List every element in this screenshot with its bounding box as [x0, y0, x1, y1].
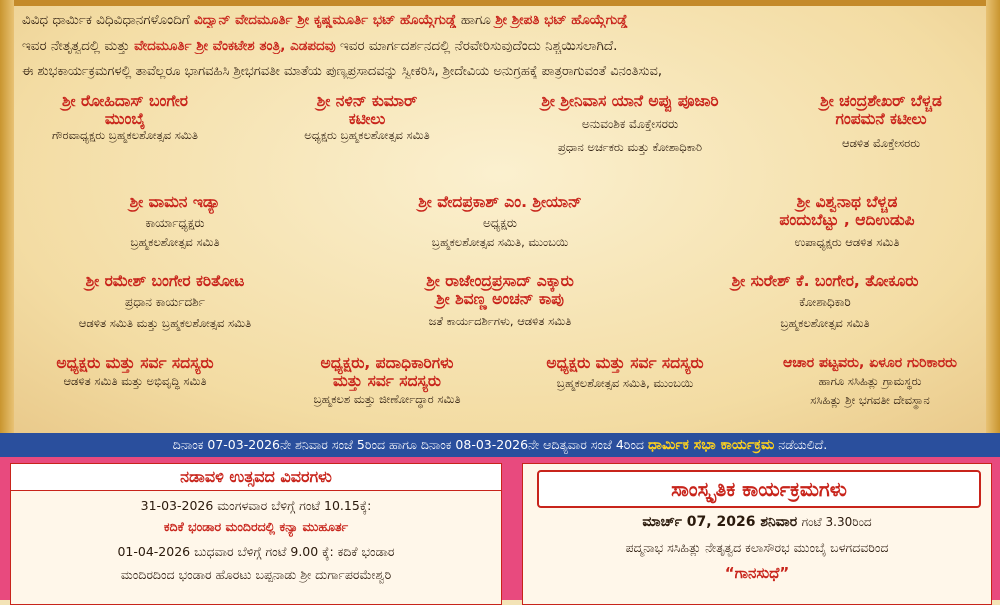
- person-block: [60, 193, 290, 250]
- person-role: ಪ್ರಧಾನ ಅರ್ಚಕರು ಮತ್ತು ಕೋಶಾಧಿಕಾರಿ: [557, 140, 703, 154]
- person-role: ಅಧ್ಯಕ್ಷರು: [483, 216, 517, 230]
- band-highlight: ಧಾರ್ಮಿಕ ಸಭಾ ಕಾರ್ಯಕ್ರಮ: [647, 437, 775, 453]
- person-place: ಮುಂಬೈ: [104, 110, 146, 128]
- intro-text: ಇವರ ನೇತೃತ್ವದಲ್ಲಿ ಮತ್ತು: [22, 38, 130, 54]
- festival-details-box: [10, 463, 502, 605]
- person-place: ಗಂಪಮನೆ ಕಟೀಲು: [835, 110, 927, 128]
- person-role: ಪ್ರಧಾನ ಕಾರ್ಯದರ್ಶಿ: [125, 295, 205, 309]
- person-block: [350, 193, 650, 250]
- band-text: ನಡೆಯಲಿದೆ.: [778, 437, 828, 452]
- intro-line-2: [22, 38, 982, 54]
- person-name: ಶ್ರೀ ನಳಿನ್ ಕುಮಾರ್: [316, 92, 418, 110]
- detail-line: 31-03-2026 ಮಂಗಳವಾರ ಬೆಳಿಗ್ಗೆ ಗಂಟೆ 10.15ಕ್ಕೆ:: [140, 498, 372, 513]
- person-block: [350, 272, 650, 329]
- committee-role: ಬ್ರಹ್ಮಕಲಶ ಮತ್ತು ಜೀರ್ಣೋದ್ಧಾರ ಸಮಿತಿ: [313, 392, 461, 406]
- intro-text: ವಿವಿಧ ಧಾರ್ಮಿಕ ವಿಧಿವಿಧಾನಗಳೊಂದಿಗೆ: [22, 12, 190, 28]
- person-name: ಶ್ರೀ ವೇದಪ್ರಕಾಶ್ ಎಂ. ಶ್ರೀಯಾನ್: [418, 193, 582, 211]
- person-role: ಬ್ರಹ್ಮಕಲಶೋತ್ಸವ ಸಮಿತಿ, ಮುಂಬಯಿ: [431, 235, 569, 249]
- intro-line-1: [22, 12, 982, 28]
- person-block: [500, 92, 760, 155]
- person-block: [712, 193, 982, 250]
- program-title: “ಗಾನಸುಧೆ”: [724, 564, 790, 582]
- committee-block: [500, 354, 750, 391]
- cultural-programs-title: ಸಾಂಸ್ಕೃತಿಕ ಕಾರ್ಯಕ್ರಮಗಳು: [537, 470, 981, 508]
- committee-name: ಮತ್ತು ಸರ್ವ ಸದಸ್ಯರು: [333, 372, 441, 390]
- intro-text: ಹಾಗೂ: [460, 12, 491, 28]
- person-block: [262, 92, 472, 143]
- guide-name: ವೇದಮೂರ್ತಿ ಶ್ರೀ ವೆಂಕಟೇಶ ತಂತ್ರಿ, ಎಡಪದವು: [134, 38, 336, 54]
- person-role: ಕಾರ್ಯಾಧ್ಯಕ್ಷರು: [145, 216, 205, 230]
- detail-line: ಕದಿಕೆ ಭಂಡಾರ ಮಂದಿರದಲ್ಲಿ ಕನ್ಯಾ ಮುಹೂರ್ತ: [163, 519, 349, 534]
- top-border: [0, 0, 1000, 6]
- program-date: ಮಾರ್ಚ್ 07, 2026 ಶನಿವಾರ: [642, 514, 798, 530]
- person-role: ಬ್ರಹ್ಮಕಲಶೋತ್ಸವ ಸಮಿತಿ: [780, 316, 870, 330]
- committee-role: ಸಸಿಹಿತ್ಲು ಶ್ರೀ ಭಗವತೀ ದೇವಸ್ಥಾನ: [810, 393, 930, 407]
- person-name: ಶ್ರೀ ಸುರೇಶ್ ಕೆ. ಬಂಗೇರ, ತೋಕೂರು: [731, 272, 919, 290]
- committee-name: ಅಧ್ಯಕ್ಷರು, ಪದಾಧಿಕಾರಿಗಳು: [320, 354, 454, 372]
- person-role: ಅನುವಂಶಿಕ ಮೊಕ್ತೇಸರರು: [581, 117, 679, 131]
- committee-role: ಬ್ರಹ್ಮಕಲಶೋತ್ಸವ ಸಮಿತಿ, ಮುಂಬಯಿ: [556, 376, 694, 390]
- person-place: ಪಂದುಬೆಟ್ಟು , ಆದಿಉಡುಪಿ: [779, 211, 915, 229]
- committee-block: [745, 354, 995, 408]
- sabha-announcement-band: [0, 433, 1000, 457]
- detail-line: 01-04-2026 ಬುಧವಾರ ಬೆಳಿಗ್ಗೆ ಗಂಟೆ 9.00 ಕ್ಕೆ: ಕದಿಕೆ ಭಂಡಾರ: [117, 544, 395, 559]
- person-name: ಶ್ರೀ ರಮೇಶ್ ಬಂಗೇರ ಕರಿತೋಟ: [85, 272, 245, 290]
- person-role: ಉಪಾಧ್ಯಕ್ಷರು ಆಡಳಿತ ಸಮಿತಿ: [794, 235, 900, 249]
- priest-name-1: ವಿದ್ವಾನ್ ವೇದಮೂರ್ತಿ ಶ್ರೀ ಕೃಷ್ಣಮೂರ್ತಿ ಭಟ್ ಹೊಯ್ಗೆಗುಡ್ಡೆ: [193, 12, 457, 28]
- committee-role: ಹಾಗೂ ಸಸಿಹಿತ್ಲು ಗ್ರಾಮಸ್ಥರು: [818, 374, 922, 388]
- committee-name: ಅಧ್ಯಕ್ಷರು ಮತ್ತು ಸರ್ವ ಸದಸ್ಯರು: [56, 354, 214, 372]
- person-role: ಬ್ರಹ್ಮಕಲಶೋತ್ಸವ ಸಮಿತಿ: [130, 235, 220, 249]
- person-role: ಆಡಳಿತ ಸಮಿತಿ ಮತ್ತು ಬ್ರಹ್ಮಕಲಶೋತ್ಸವ ಸಮಿತಿ: [78, 316, 252, 330]
- program-line: ಪದ್ಮನಾಭ ಸಸಿಹಿತ್ಲು ನೇತೃತ್ವದ ಕಲಾಸೌರಭ ಮುಂಬೈ ಬಳಗದವರಿಂದ: [625, 540, 889, 555]
- intro-text: ಇವರ ಮಾರ್ಗದರ್ಶನದಲ್ಲಿ ನೆರವೇರಿಸುವುದೆಂದು ನಿಶ್ಚಯಿಸಲಾಗಿದೆ.: [340, 38, 618, 54]
- person-place: ಕಟೀಲು: [348, 110, 386, 128]
- person-role: ಗೌರವಾಧ್ಯಕ್ಷರು ಬ್ರಹ್ಮಕಲಶೋತ್ಸವ ಸಮಿತಿ: [52, 128, 198, 142]
- person-block: [770, 92, 992, 151]
- program-time: ಗಂಟೆ 3.30ರಿಂದ: [801, 515, 872, 529]
- person-role: ಆಡಳಿತ ಮೊಕ್ತೇಸರರು: [842, 136, 920, 150]
- person-name: ಶ್ರೀ ವಿಶ್ವನಾಥ ಬೆಳ್ಚಡ: [796, 193, 898, 211]
- committee-block: [262, 354, 512, 407]
- person-role: ಕೋಶಾಧಿಕಾರಿ: [799, 295, 851, 309]
- person-role: ಅಧ್ಯಕ್ಷರು ಬ್ರಹ್ಮಕಲಶೋತ್ಸವ ಸಮಿತಿ: [304, 128, 430, 142]
- intro-line-3: ಈ ಶುಭಕಾರ್ಯಕ್ರಮಗಳಲ್ಲಿ ತಾವೆಲ್ಲರೂ ಭಾಗವಹಿಸಿ ಶ್ರೀಭಗವತೀ ಮಾತೆಯ ಪುಣ್ಯಪ್ರಸಾದವನ್ನು ಸ್ವೀಕರಿಸಿ, ಶ್ರೀದೇವಿಯ ಅನುಗ್ರಹಕ್ಕೆ ಪಾತ್ರರಾಗುವಂತೆ ವಿನಂತಿಸುವ,: [22, 64, 662, 79]
- person-block: [680, 272, 970, 331]
- program-date-line: [523, 514, 991, 530]
- priest-name-2: ಶ್ರೀ ಶ್ರೀಪತಿ ಭಟ್ ಹೊಯ್ಗೆಗುಡ್ಡೆ: [495, 12, 628, 28]
- committee-role: ಆಡಳಿತ ಸಮಿತಿ ಮತ್ತು ಅಭಿವೃದ್ಧಿ ಸಮಿತಿ: [63, 374, 207, 388]
- person-block: [20, 272, 310, 331]
- person-name: ಶ್ರೀ ಶ್ರೀನಿವಾಸ ಯಾನೆ ಅಪ್ಪು ಪೂಜಾರಿ: [541, 92, 719, 110]
- band-text: ದಿನಾಂಕ 07-03-2026ನೇ ಶನಿವಾರ ಸಂಜೆ 5ರಿಂದ ಹಾಗೂ ದಿನಾಂಕ 08-03-2026ನೇ ಆದಿತ್ಯವಾರ ಸಂಜೆ 4ರಿಂದ: [172, 437, 644, 452]
- person-name: ಶ್ರೀ ರಾಜೇಂದ್ರಪ್ರಸಾದ್ ಎಕ್ಕಾರು: [426, 272, 574, 290]
- person-block: [20, 92, 230, 143]
- committee-name: ಅಧ್ಯಕ್ಷರು ಮತ್ತು ಸರ್ವ ಸದಸ್ಯರು: [546, 354, 704, 372]
- detail-line: ಮಂದಿರದಿಂದ ಭಂಡಾರ ಹೊರಟು ಬಪ್ಪನಾಡು ಶ್ರೀ ದುರ್ಗಾಪರಮೇಶ್ವರಿ: [120, 567, 392, 582]
- person-name: ಶ್ರೀ ಶಿವಣ್ಣ ಅಂಚನ್ ಕಾಪು: [436, 290, 564, 308]
- person-name: ಶ್ರೀ ವಾಮನ ಇಡ್ಯಾ: [129, 193, 221, 211]
- cultural-programs-box: [522, 463, 992, 605]
- committee-block: [10, 354, 260, 389]
- festival-details-title: ನಡಾವಳಿ ಉತ್ಸವದ ವಿವರಗಳು: [11, 464, 501, 491]
- person-role: ಜತೆ ಕಾರ್ಯದರ್ಶಿಗಳು, ಆಡಳಿತ ಸಮಿತಿ: [428, 314, 572, 328]
- person-name: ಶ್ರೀ ರೋಹಿದಾಸ್ ಬಂಗೇರ: [61, 92, 189, 110]
- committee-name: ಆಚಾರ ಪಟ್ಟವರು, ಏಳೂರ ಗುರಿಕಾರರು: [783, 355, 957, 371]
- person-name: ಶ್ರೀ ಚಂದ್ರಶೇಖರ್ ಬೆಳ್ಚಡ: [820, 92, 942, 110]
